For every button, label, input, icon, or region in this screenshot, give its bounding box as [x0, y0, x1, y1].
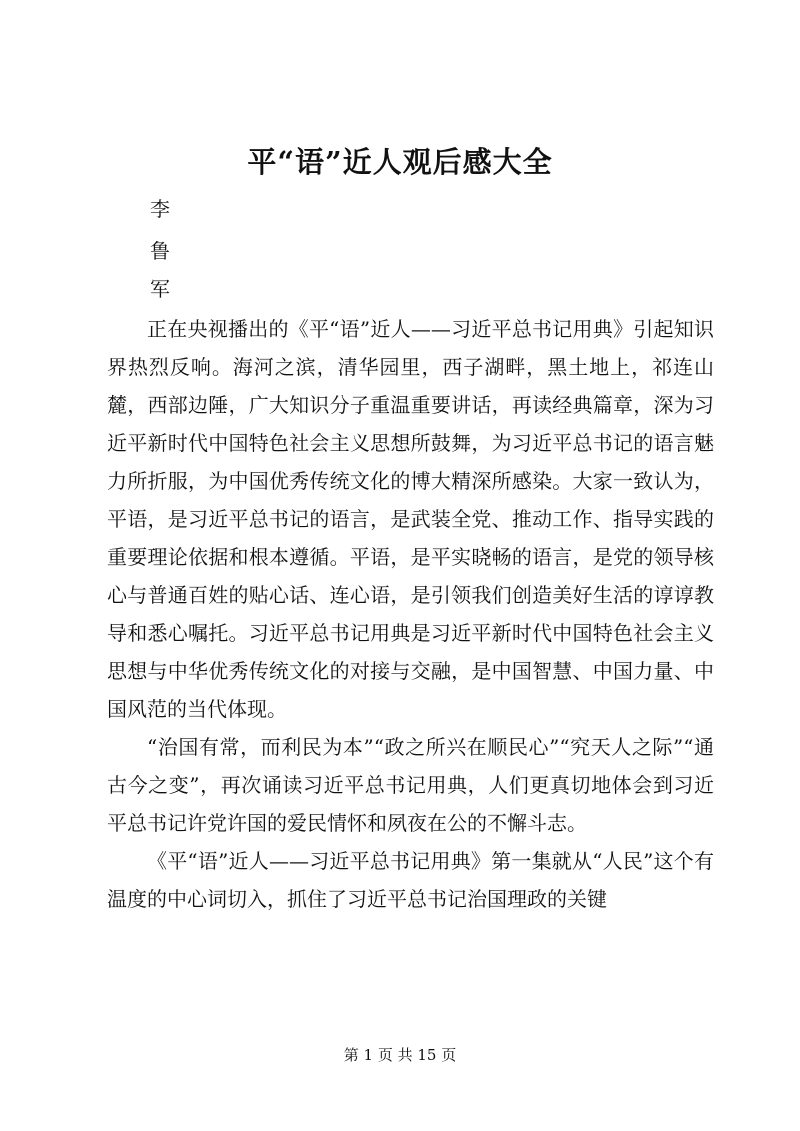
paragraph-2: “治国有常，而利民为本”“政之所兴在顺民心”“究天人之际”“通古今之变”，再次诵读习近平总书记用典，人们更真切地体会到习近平总书记许党许国的爱民情怀和夙夜在公的不懈斗志。: [107, 735, 714, 835]
author-char-3: 军: [150, 277, 170, 301]
paragraph-1: 正在央视播出的《平“语”近人——习近平总书记用典》引起知识界热烈反响。海河之滨，清华园里，西子湖畔，黑土地上，祁连山麓，西部边陲，广大知识分子重温重要讲话，再读经典篇章，深为习近平新时代中国特色社会主义思想所鼓舞，为习近平总书记的语言魅力所折服，为中国优秀传统文化的博大精深所感染。大家一致认为，平语，是习近平总书记的语言，是武装全党、推动工作、指导实践的重要理论依据和根本遵循。平语，是平实晓畅的语言，是党的领导核心与普通百姓的贴心话、连心语，是引领我们创造美好生活的谆谆教导和悉心嘱托。习近平总书记用典是习近平新时代中国特色社会主义思想与中华优秀传统文化的对接与交融，是中国智慧、中国力量、中国风范的当代体现。: [107, 317, 714, 721]
author-char-1: 李: [150, 197, 170, 221]
page-footer: 第 1 页 共 15 页: [343, 1046, 457, 1064]
author-char-2: 鲁: [150, 239, 170, 263]
document-body: [107, 310, 714, 918]
document-title: 平“语”近人观后感大全: [247, 145, 553, 179]
paragraph-3: 《平“语”近人——习近平总书记用典》第一集就从“人民”这个有温度的中心词切入，抓住了习近平总书记治国理政的关键: [107, 849, 714, 911]
